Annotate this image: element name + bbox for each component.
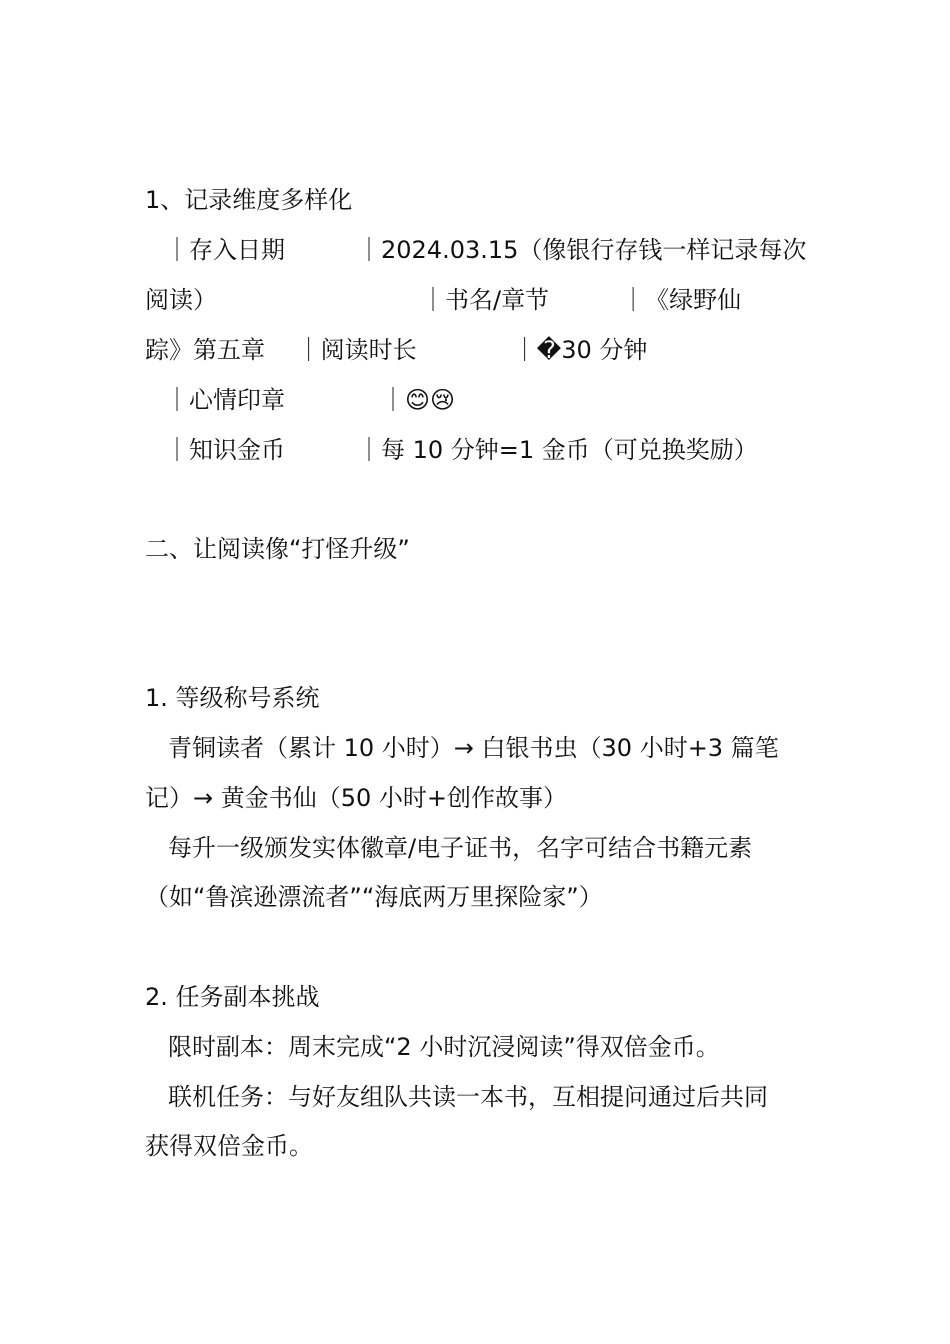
record-row-deposit-date: ｜存入日期 ｜2024.03.15（像银行存钱一样记录每次	[165, 236, 807, 264]
record-row-knowledge-coins: ｜知识金币 ｜每 10 分钟=1 金币（可兑换奖励）	[165, 436, 758, 464]
record-row-book-chapter: 阅读） ｜书名/章节 ｜《绿野仙	[145, 286, 742, 314]
section-heading-level-up: 二、让阅读像“打怪升级”	[145, 535, 410, 563]
record-row-reading-duration: 踪》第五章 ｜阅读时长 ｜�30 分钟	[145, 336, 648, 364]
paragraph-line: 青铜读者（累计 10 小时）→ 白银书虫（30 小时+3 篇笔	[168, 734, 779, 762]
paragraph-line: 联机任务：与好友组队共读一本书，互相提问通过后共同	[168, 1083, 768, 1111]
subsection-heading-rank-system: 1. 等级称号系统	[145, 684, 320, 712]
paragraph-line: 每升一级颁发实体徽章/电子证书，名字可结合书籍元素	[168, 834, 753, 862]
paragraph-line: （如“鲁滨逊漂流者”“海底两万里探险家”）	[145, 883, 603, 911]
subsection-heading-quest-challenge: 2. 任务副本挑战	[145, 983, 320, 1011]
section-heading-record-dimensions: 1、记录维度多样化	[145, 186, 353, 214]
paragraph-line: 限时副本：周末完成“2 小时沉浸阅读”得双倍金币。	[168, 1033, 720, 1061]
paragraph-line: 获得双倍金币。	[145, 1132, 313, 1160]
paragraph-line: 记）→ 黄金书仙（50 小时+创作故事）	[145, 784, 568, 812]
record-row-mood-stamp: ｜心情印章 ｜😊😢	[165, 386, 456, 414]
